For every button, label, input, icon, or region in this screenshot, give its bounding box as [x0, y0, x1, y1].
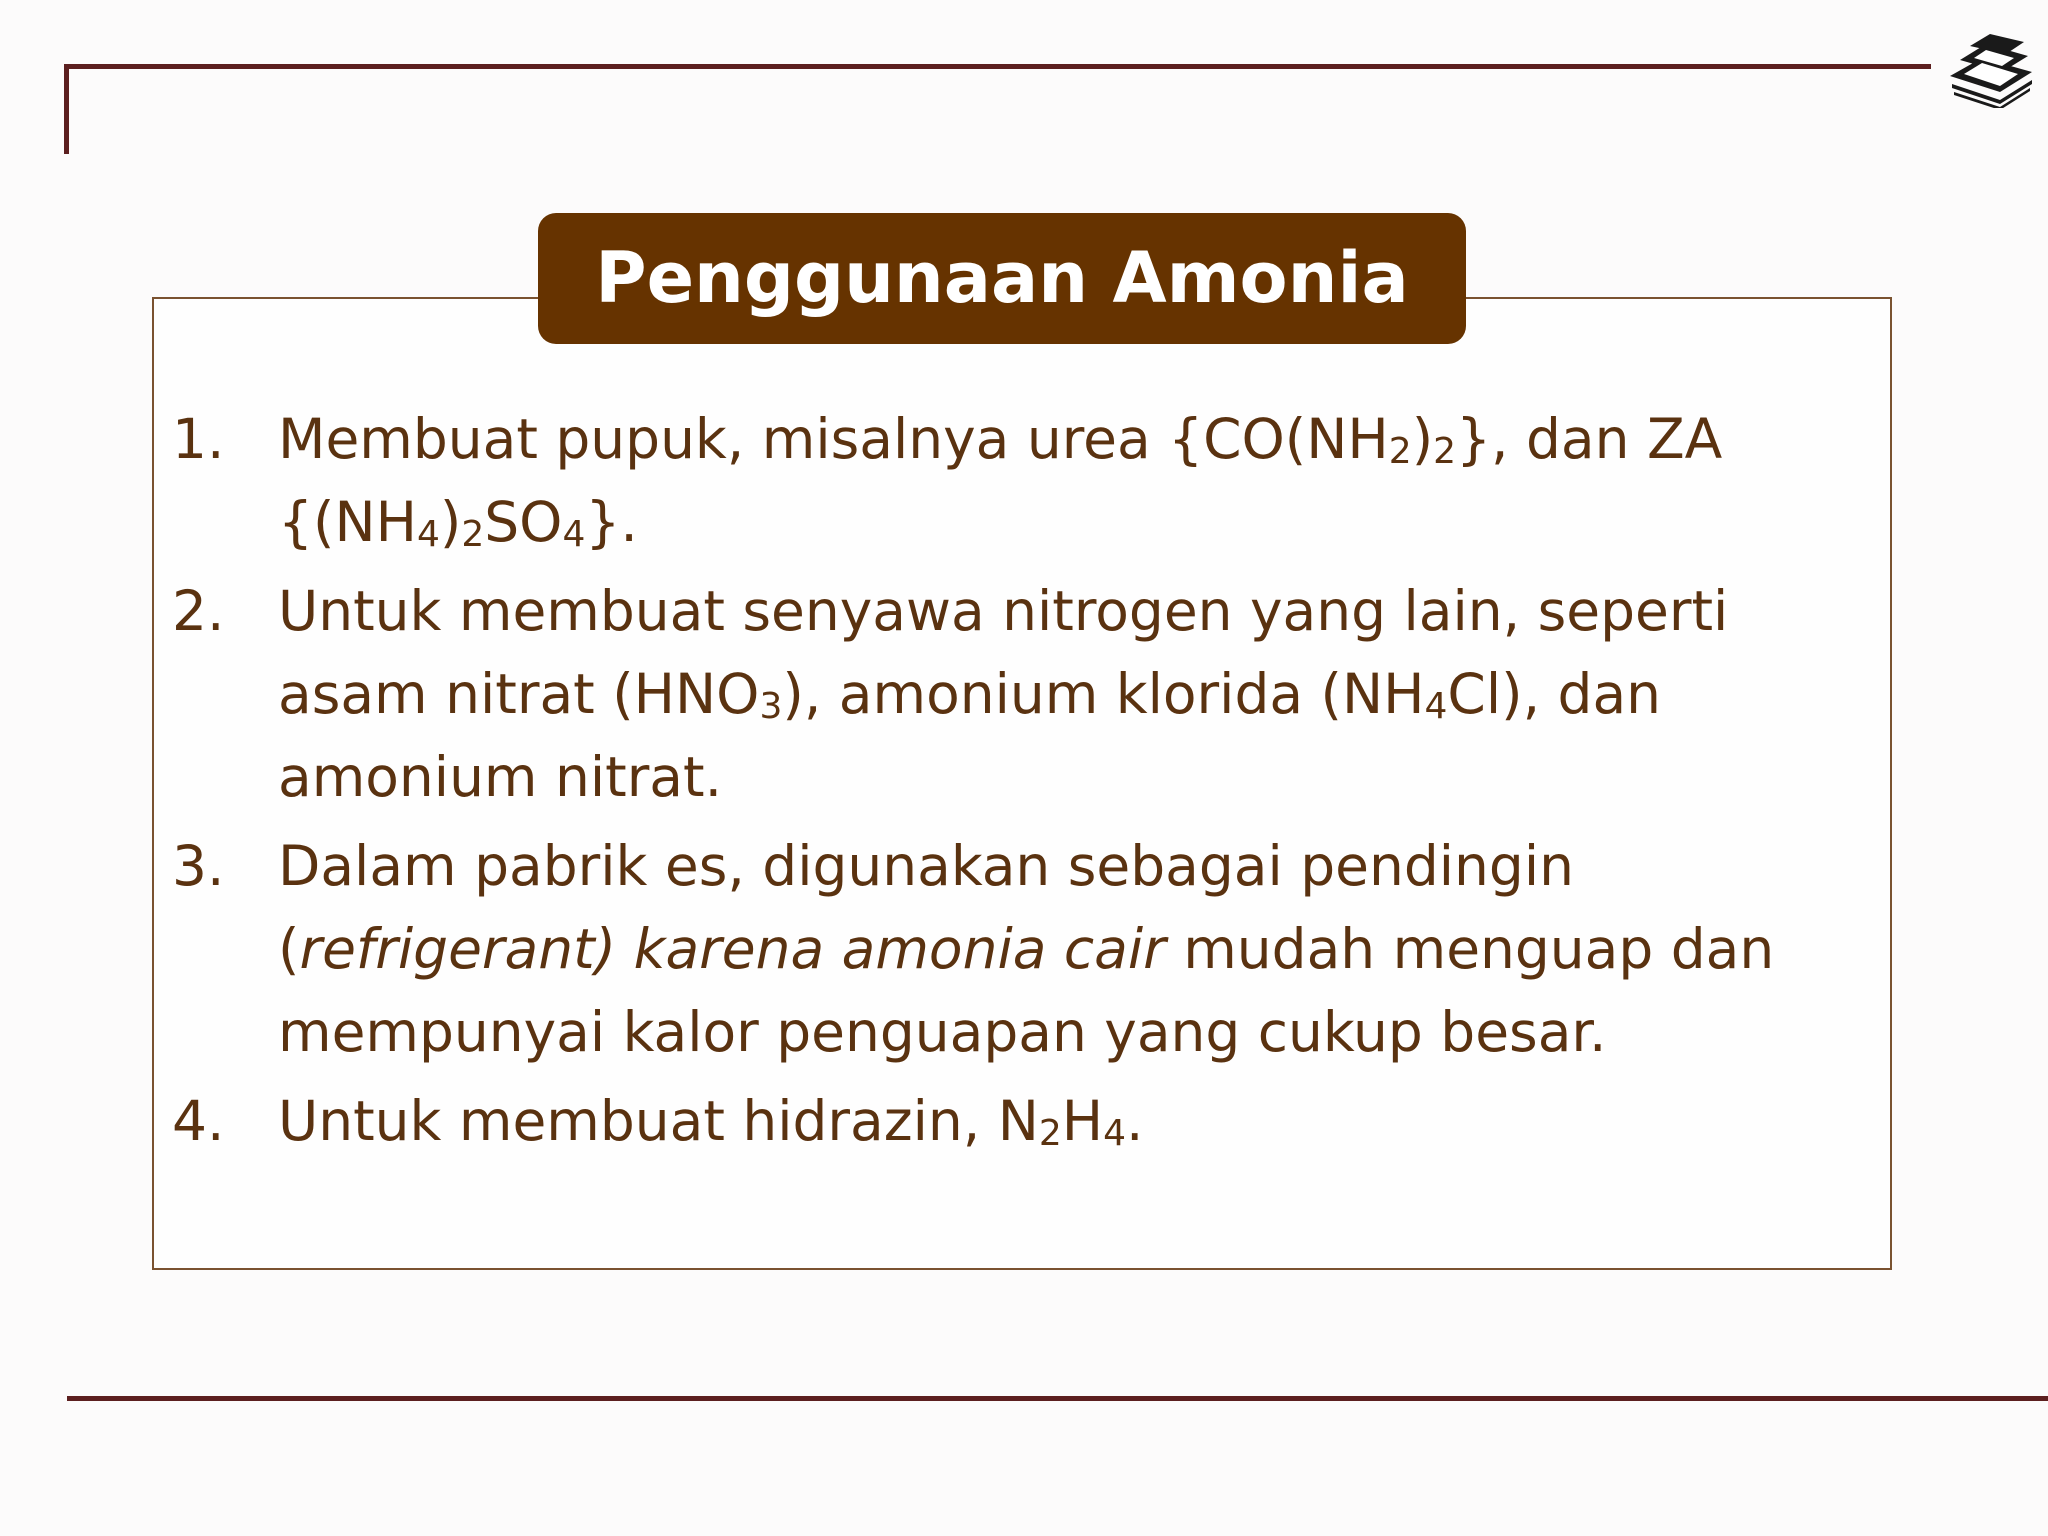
usage-list — [172, 398, 1862, 1169]
list-item — [172, 398, 1862, 564]
bottom-border-line — [67, 1396, 2048, 1401]
list-item-text: Untuk membuat senyawa nitrogen yang lain, seperti asam nitrat $(HNO_3)$, amonium klorida $(NH_4Cl)$, dan amonium nitrat. — [278, 579, 1729, 809]
slide-title: Penggunaan Amonia — [538, 213, 1466, 344]
list-item — [172, 1080, 1862, 1163]
list-item-number: 1. — [172, 407, 225, 471]
list-item-number: 2. — [172, 579, 225, 643]
books-logo-icon — [1944, 34, 2036, 108]
list-item-text: Dalam pabrik es, digunakan sebagai pendingin (refrigerant) karena amonia cair mudah menguap dan mempunyai kalor penguapan yang cukup besar. — [278, 834, 1775, 1064]
list-item-number: 3. — [172, 834, 225, 898]
list-item-number: 4. — [172, 1089, 225, 1153]
list-item-text: Untuk membuat hidrazin, $N_2H_4$. — [278, 1089, 1144, 1154]
list-item — [172, 570, 1862, 819]
list-item — [172, 825, 1862, 1074]
top-left-corner-line — [64, 64, 69, 154]
top-border-line — [67, 64, 1931, 69]
list-item-text: Membuat pupuk, misalnya urea $\{CO(NH_2)_2\}$, dan ZA $\{(NH_4)_2SO_4\}$. — [278, 407, 1723, 555]
